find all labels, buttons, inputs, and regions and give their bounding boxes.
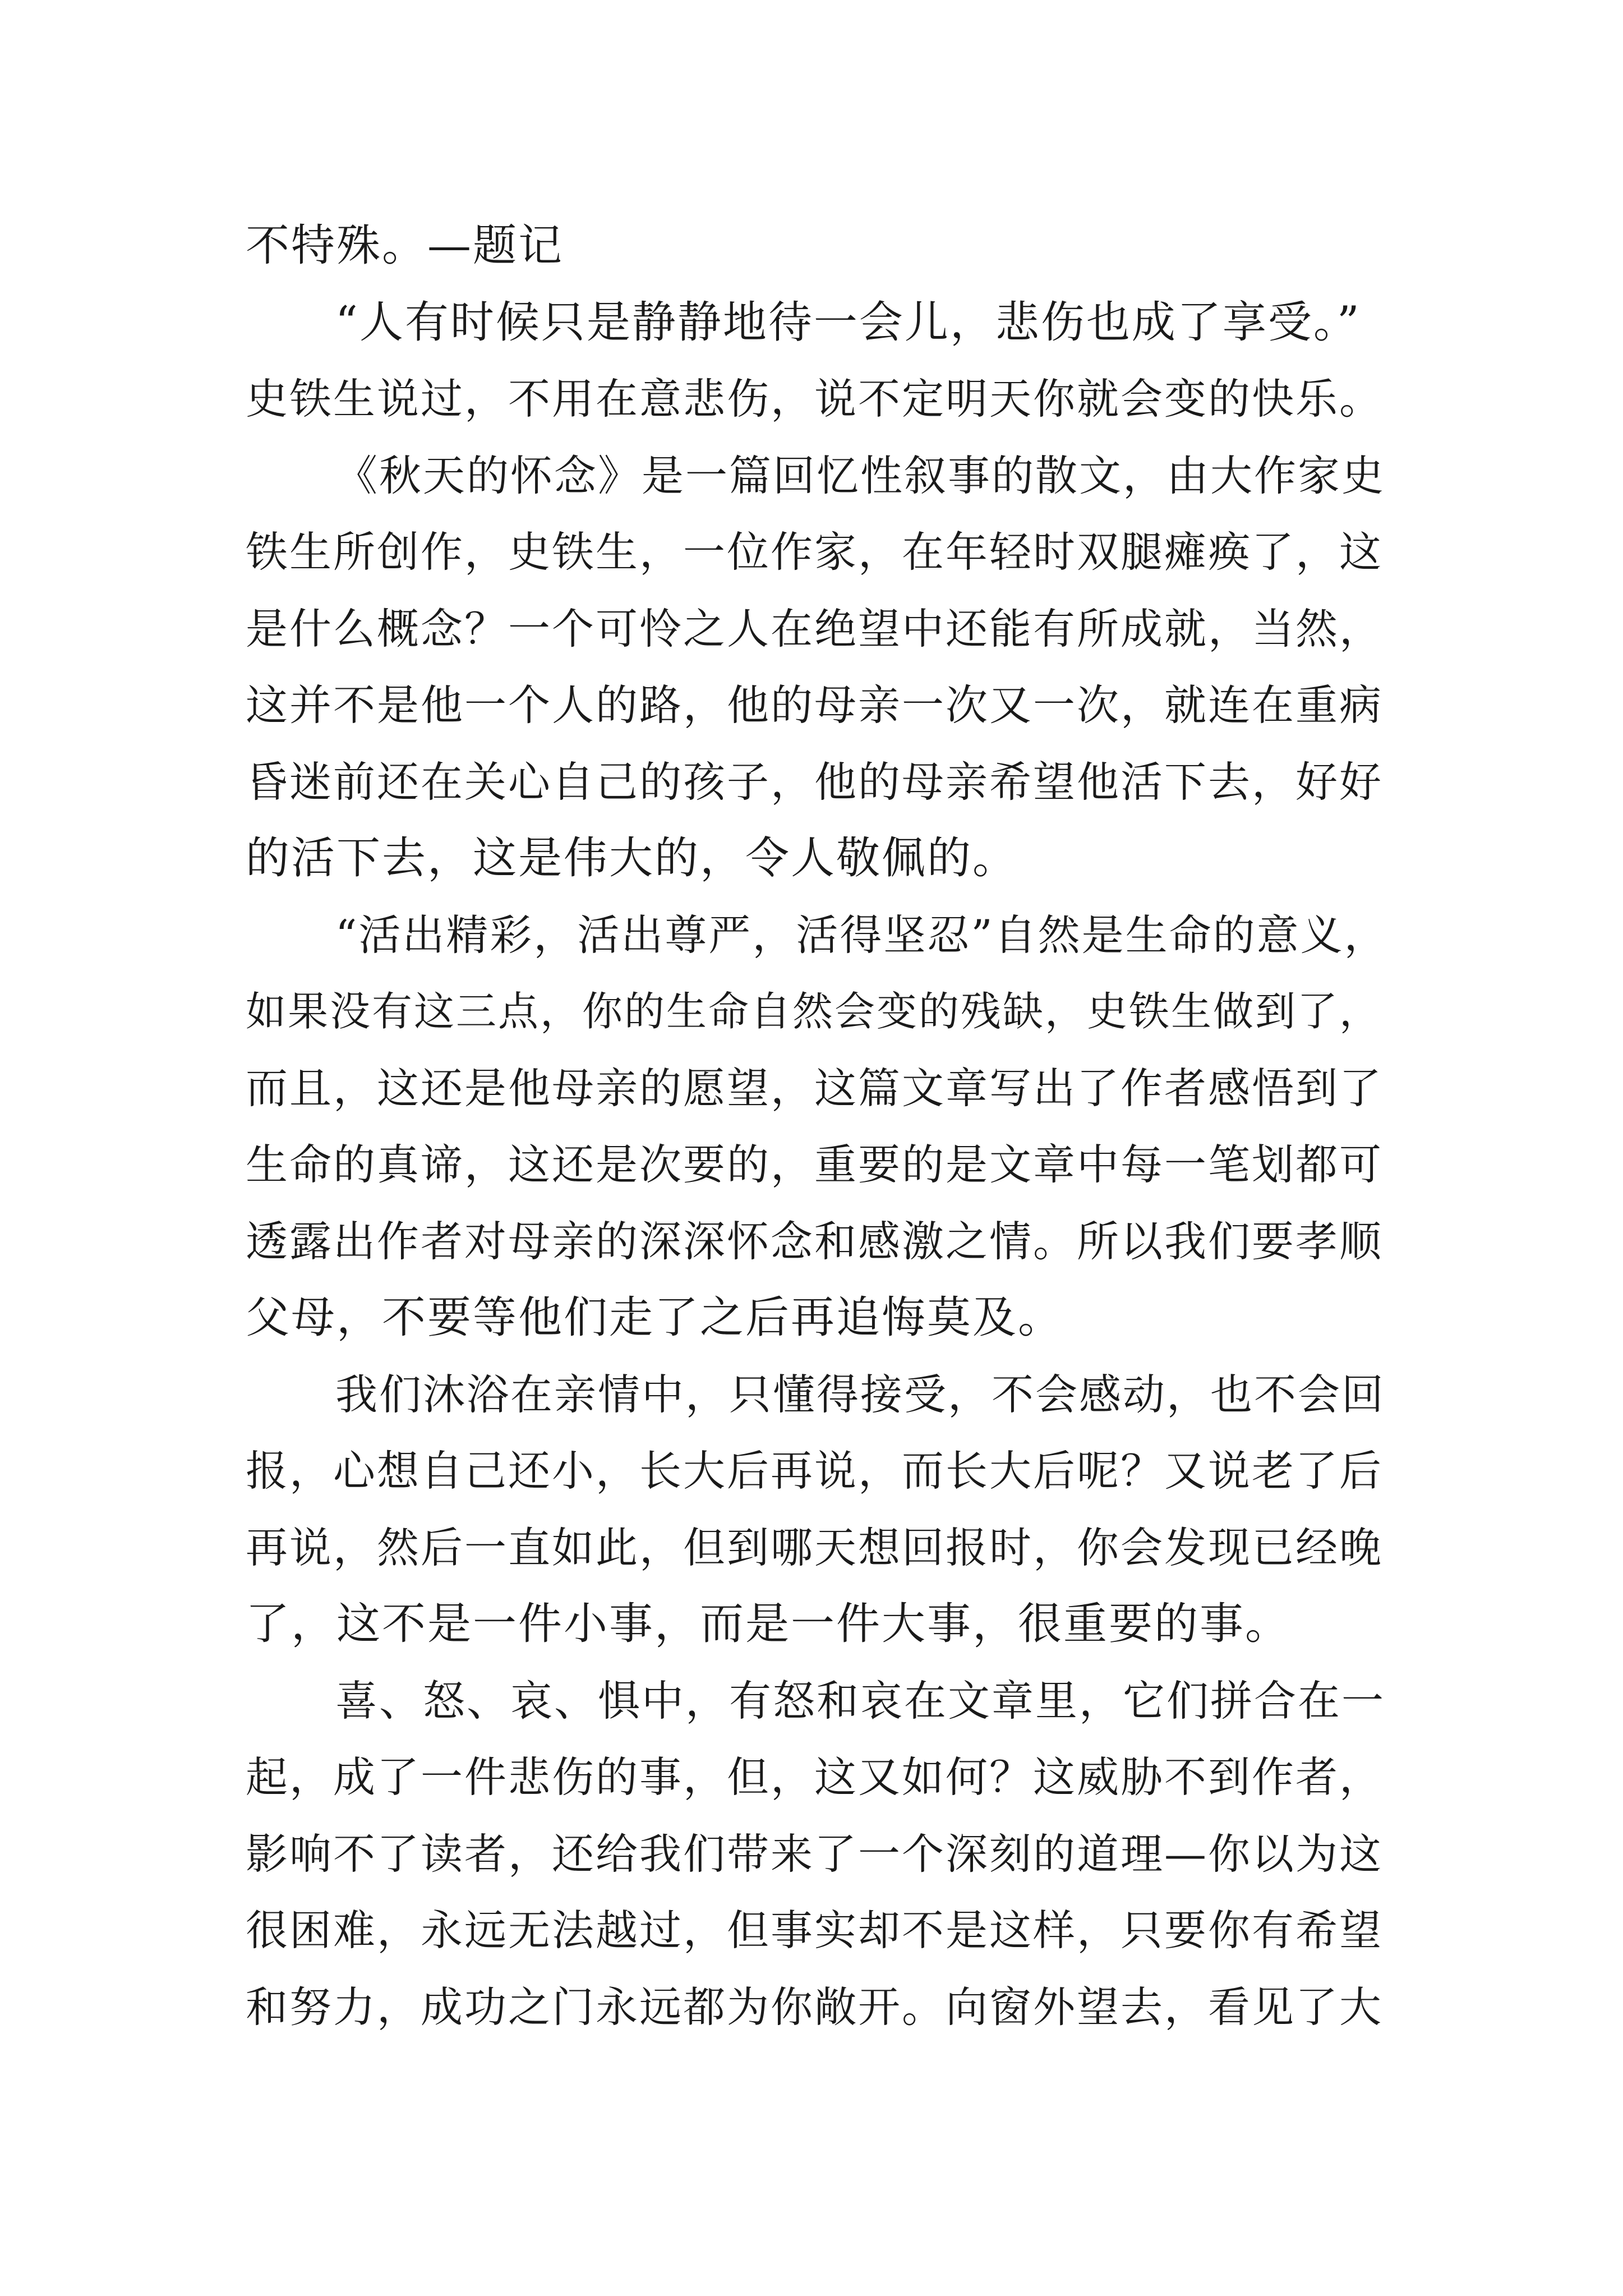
text-line: 昏迷前还在关心自己的孩子，他的母亲希望他活下去，好好 — [246, 757, 1384, 807]
text-line: 透露出作者对母亲的深深怀念和感激之情。所以我们要孝顺 — [246, 1216, 1384, 1266]
text-line: 父母，不要等他们走了之后再追悔莫及。 — [246, 1292, 1064, 1343]
text-line: 了，这不是一件小事，而是一件大事，很重要的事。 — [246, 1599, 1291, 1649]
text-line: 生命的真谛，这还是次要的，重要的是文章中每一笔划都可 — [246, 1140, 1384, 1189]
paragraph-first-line: 我们沐浴在亲情中，只懂得接受，不会感动，也不会回 — [335, 1369, 1386, 1419]
paragraph-first-line: “活出精彩，活出尊严，活得坚忍”自然是生命的意义， — [335, 910, 1388, 960]
text-line: 再说，然后一直如此，但到哪天想回报时，你会发现已经晚 — [246, 1522, 1384, 1572]
essay-body — [246, 208, 1390, 2045]
text-line: 是什么概念？一个可怜之人在绝望中还能有所成就，当然， — [246, 604, 1384, 654]
text-line: 不特殊。—题记 — [246, 220, 564, 271]
text-line: 很困难，永远无法越过，但事实却不是这样，只要你有希望 — [246, 1906, 1384, 1955]
text-line: 铁生所创作，史铁生，一位作家，在年轻时双腿瘫痪了，这 — [246, 527, 1384, 577]
text-line: 而且，这还是他母亲的愿望，这篇文章写出了作者感悟到了 — [246, 1063, 1384, 1113]
paragraph-first-line: “人有时候只是静静地待一会儿，悲伤也成了享受。” — [335, 297, 1361, 348]
text-line: 史铁生说过，不用在意悲伤，说不定明天你就会变的快乐。 — [246, 374, 1384, 424]
text-line: 和努力，成功之门永远都为你敞开。向窗外望去，看见了大 — [246, 1982, 1384, 2032]
paragraph-first-line: 《秋天的怀念》是一篇回忆性叙事的散文，由大作家史 — [335, 450, 1386, 500]
text-line: 如果没有这三点，你的生命自然会变的残缺，史铁生做到了， — [246, 988, 1382, 1035]
text-line: 起，成了一件悲伤的事，但，这又如何？这威胁不到作者， — [246, 1752, 1384, 1802]
text-line: 这并不是他一个人的路，他的母亲一次又一次，就连在重病 — [246, 680, 1384, 730]
text-line: 的活下去，这是伟大的，令人敬佩的。 — [246, 833, 1018, 884]
paragraph-first-line: 喜、怒、哀、惧中，有怒和哀在文章里，它们拼合在一 — [335, 1676, 1386, 1726]
text-line: 报，心想自己还小，长大后再说，而长大后呢？又说老了后 — [246, 1446, 1384, 1496]
text-line: 影响不了读者，还给我们带来了一个深刻的道理—你以为这 — [246, 1829, 1384, 1879]
